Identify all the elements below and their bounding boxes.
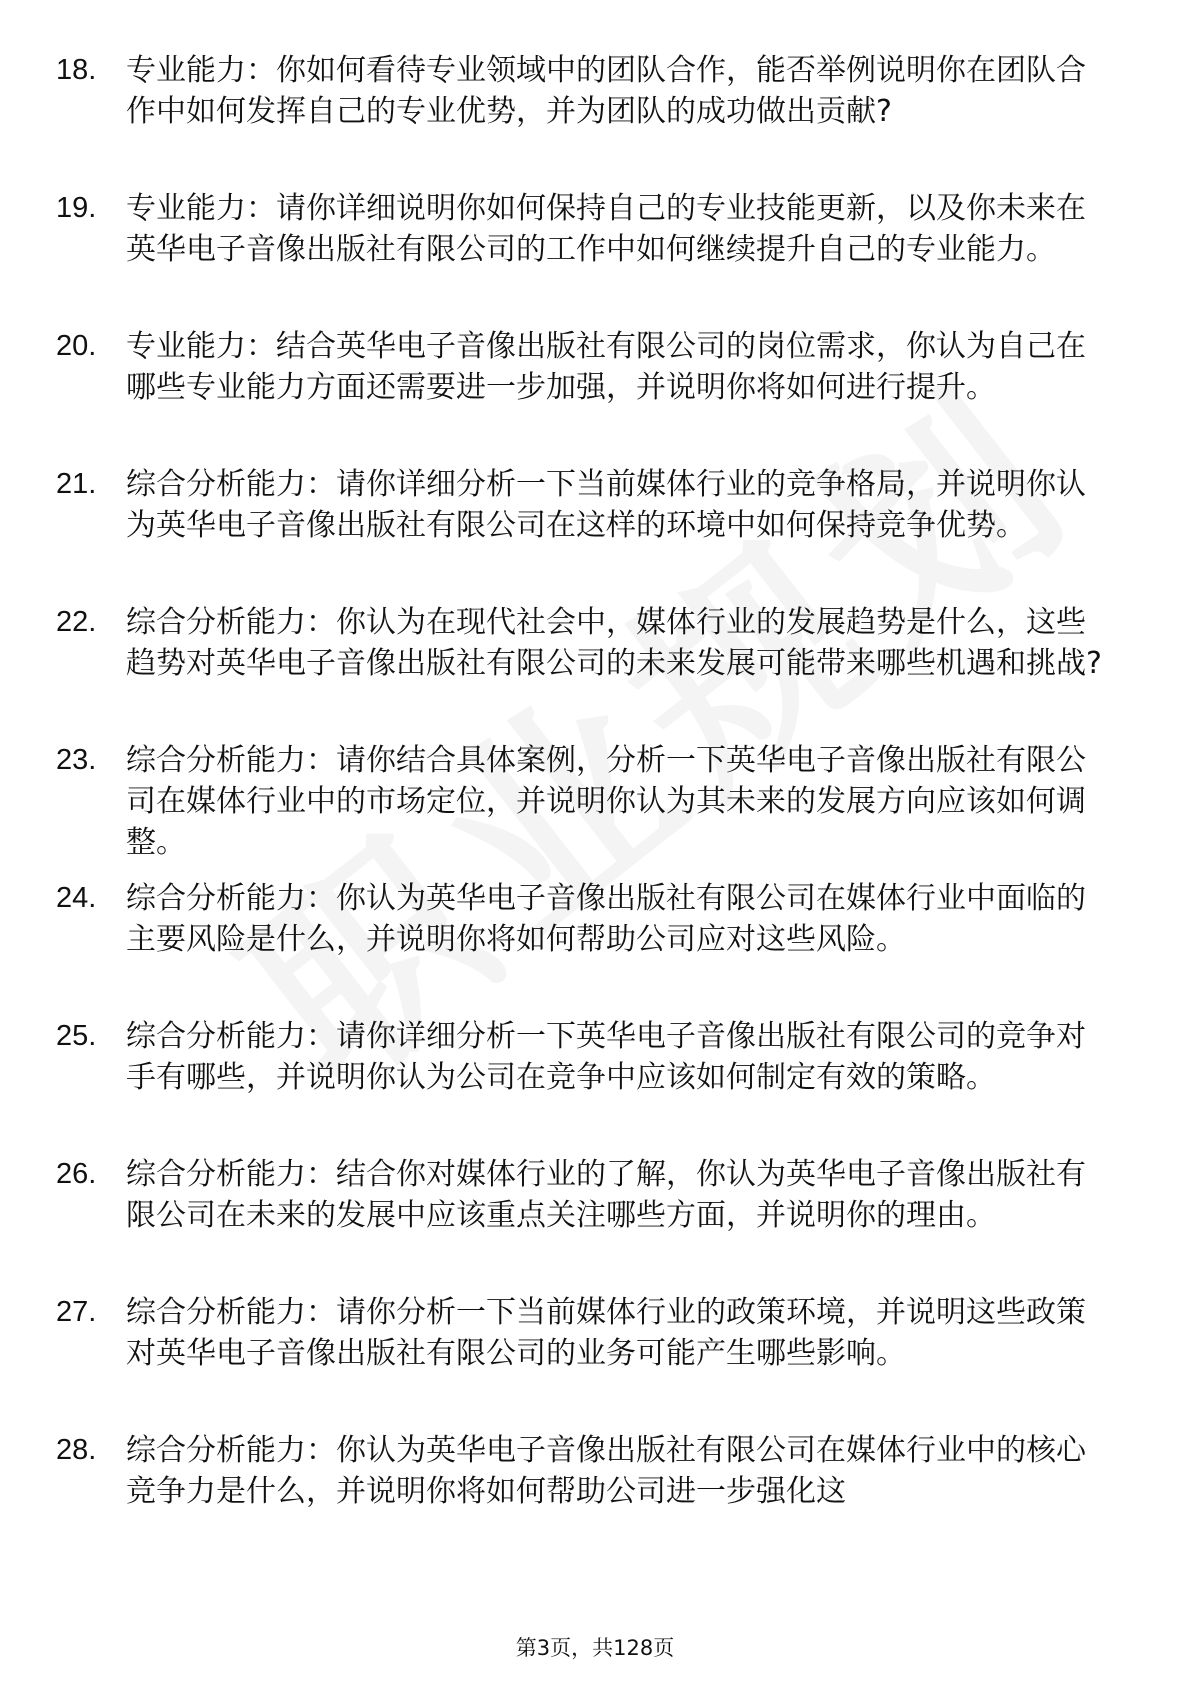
question-text: 综合分析能力：你认为英华电子音像出版社有限公司在媒体行业中的核心竞争力是什么，并说明你将如何帮助公司进一步强化这 — [126, 1433, 1086, 1509]
question-number: 23. — [56, 744, 97, 776]
question-text: 综合分析能力：请你详细分析一下英华电子音像出版社有限公司的竞争对手有哪些，并说明你认为公司在竞争中应该如何制定有效的策略。 — [126, 1019, 1086, 1095]
question-number: 20. — [56, 330, 97, 362]
question-text: 专业能力：你如何看待专业领域中的团队合作，能否举例说明你在团队合作中如何发挥自己的专业优势，并为团队的成功做出贡献? — [126, 53, 1086, 129]
question-number: 19. — [56, 192, 97, 224]
question-text: 综合分析能力：请你详细分析一下当前媒体行业的竞争格局，并说明你认为英华电子音像出版社有限公司在这样的环境中如何保持竞争优势。 — [126, 467, 1086, 543]
list-item — [0, 1430, 1190, 1568]
question-list — [0, 50, 1190, 1568]
page-number-footer: 第3页，共128页 — [515, 1636, 675, 1660]
question-text: 综合分析能力：结合你对媒体行业的了解，你认为英华电子音像出版社有限公司在未来的发展中应该重点关注哪些方面，并说明你的理由。 — [126, 1157, 1086, 1233]
list-item — [0, 878, 1190, 1016]
question-number: 22. — [56, 606, 97, 638]
question-number: 24. — [56, 882, 97, 914]
question-text: 专业能力：请你详细说明你如何保持自己的专业技能更新，以及你未来在英华电子音像出版社有限公司的工作中如何继续提升自己的专业能力。 — [126, 191, 1086, 267]
question-number: 26. — [56, 1158, 97, 1190]
question-text: 综合分析能力：你认为英华电子音像出版社有限公司在媒体行业中面临的主要风险是什么，并说明你将如何帮助公司应对这些风险。 — [126, 881, 1086, 957]
question-number: 27. — [56, 1296, 97, 1328]
list-item — [0, 740, 1190, 878]
list-item — [0, 602, 1190, 740]
list-item — [0, 1154, 1190, 1292]
question-number: 25. — [56, 1020, 97, 1052]
list-item — [0, 50, 1190, 188]
question-text: 专业能力：结合英华电子音像出版社有限公司的岗位需求，你认为自己在哪些专业能力方面还需要进一步加强，并说明你将如何进行提升。 — [126, 329, 1086, 405]
list-item — [0, 1016, 1190, 1154]
list-item — [0, 464, 1190, 602]
list-item — [0, 188, 1190, 326]
question-number: 28. — [56, 1434, 97, 1466]
list-item — [0, 1292, 1190, 1430]
question-number: 21. — [56, 468, 97, 500]
question-number: 18. — [56, 54, 97, 86]
list-item — [0, 326, 1190, 464]
question-text: 综合分析能力：你认为在现代社会中，媒体行业的发展趋势是什么，这些趋势对英华电子音像出版社有限公司的未来发展可能带来哪些机遇和挑战? — [126, 605, 1102, 681]
question-text: 综合分析能力：请你分析一下当前媒体行业的政策环境，并说明这些政策对英华电子音像出版社有限公司的业务可能产生哪些影响。 — [126, 1295, 1086, 1371]
question-text: 综合分析能力：请你结合具体案例，分析一下英华电子音像出版社有限公司在媒体行业中的市场定位，并说明你认为其未来的发展方向应该如何调整。 — [126, 743, 1086, 860]
